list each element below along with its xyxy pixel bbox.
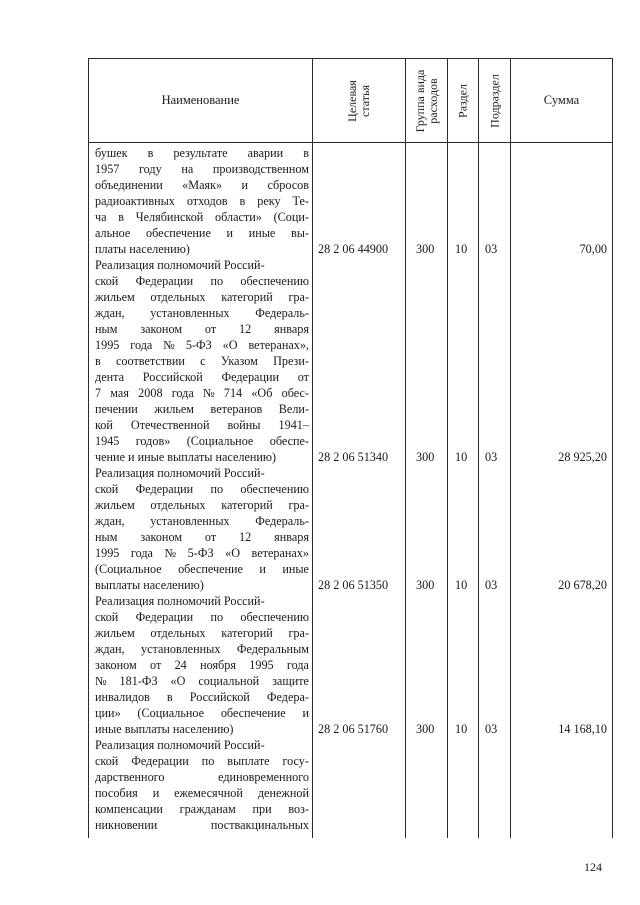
row-1-subsection: 03 <box>485 242 498 256</box>
row-3-line: Реализация полномочий Россий- <box>95 466 265 480</box>
row-4-group: 300 <box>416 722 435 736</box>
header-section <box>448 59 478 142</box>
table-row-4-name <box>95 593 309 737</box>
row-1-line: объединении «Маяк» и сбросов <box>95 178 309 192</box>
row-4-subsection: 03 <box>485 722 498 736</box>
row-3-line: ждан, установленных Федераль- <box>95 514 309 528</box>
table-right-border <box>612 58 613 838</box>
row-4-line: законом от 24 ноября 1995 года <box>95 658 309 672</box>
row-2-line: печении жильем ветеранов Вели- <box>95 402 309 416</box>
row-3-line: выплаты населению) <box>95 578 204 592</box>
row-2-line: чение и иные выплаты населению) <box>95 450 277 464</box>
header-group-line1: Группа вида <box>412 69 427 132</box>
row-1-code: 28 2 06 44900 <box>318 242 389 256</box>
row-4-line: № 181-ФЗ «О социальной защите <box>95 674 309 688</box>
header-target-line1: Целевая <box>345 79 359 122</box>
row-5-line: никновении поствакцинальных <box>95 818 309 832</box>
header-sum <box>511 59 612 142</box>
table-row-1-name <box>95 145 309 257</box>
header-subsection <box>479 59 510 142</box>
row-5-line: компенсации гражданам при воз- <box>95 802 309 816</box>
row-2-line: ской Федерации по обеспечению <box>95 274 309 288</box>
header-group-line2: расходов <box>425 77 440 124</box>
row-1-line: ча в Челябинской области» (Соци- <box>95 210 309 224</box>
row-1-line: бушек в результате аварии в <box>95 146 309 160</box>
row-2-section: 10 <box>455 450 468 464</box>
row-3-code: 28 2 06 51350 <box>318 578 389 592</box>
row-5-line: пособия и ежемесячной денежной <box>95 786 309 800</box>
row-2-line: в соответствии с Указом Прези- <box>95 354 309 368</box>
row-1-line: радиоактивных отходов в реку Те- <box>95 194 309 208</box>
table-row-3-name <box>95 465 309 593</box>
table-left-border <box>88 58 89 838</box>
header-group <box>406 59 447 142</box>
row-2-line: 1995 года № 5-ФЗ «О ветеранах», <box>95 338 309 352</box>
row-4-line: жильем отдельных категорий гра- <box>95 626 309 640</box>
row-4-line: ждан, установленных Федеральным <box>95 642 309 656</box>
row-2-line: дента Российской Федерации от <box>95 370 309 384</box>
row-4-line: инвалидов в Российской Федера- <box>95 690 309 704</box>
row-2-line: Реализация полномочий Россий- <box>95 258 265 272</box>
col-divider-name <box>312 58 313 838</box>
row-4-code: 28 2 06 51760 <box>318 722 389 736</box>
row-2-line: 1945 годов» (Социальное обеспе- <box>95 434 309 448</box>
header-name <box>89 59 312 142</box>
row-2-code: 28 2 06 51340 <box>318 450 389 464</box>
row-3-group: 300 <box>416 578 435 592</box>
row-5-line: Реализация полномочий Россий- <box>95 738 265 752</box>
col-divider-group <box>447 58 448 838</box>
row-5-line: ской Федерации по выплате госу- <box>95 754 309 768</box>
row-4-line: Реализация полномочий Россий- <box>95 594 265 608</box>
row-1-sum: 70,00 <box>579 242 607 256</box>
row-3-line: жильем отдельных категорий гра- <box>95 498 309 512</box>
row-2-line: ждан, установленных Федераль- <box>95 306 309 320</box>
row-1-line: платы населению) <box>95 242 190 256</box>
row-4-sum: 14 168,10 <box>558 722 607 736</box>
row-2-line: кой Отечественной войны 1941– <box>95 418 309 432</box>
header-subsection-label: Подраздел <box>487 73 501 128</box>
row-2-line: 7 мая 2008 года № 714 «Об обес- <box>95 386 309 400</box>
row-1-line: альное обеспечение и иные вы- <box>95 226 309 240</box>
col-divider-subsection <box>510 58 511 838</box>
row-4-line: ции» (Социальное обеспечение и <box>95 706 309 720</box>
row-2-sum: 28 925,20 <box>558 450 607 464</box>
row-2-subsection: 03 <box>485 450 498 464</box>
page-number: 124 <box>584 860 602 874</box>
row-2-group: 300 <box>416 450 435 464</box>
table-row-5-name <box>95 737 309 833</box>
row-1-line: 1957 году на производственном <box>95 162 309 176</box>
header-section-label: Раздел <box>455 83 470 118</box>
col-divider-target <box>405 58 406 838</box>
row-3-line: ным законом от 12 января <box>95 530 309 544</box>
row-4-section: 10 <box>455 722 468 736</box>
table-header-bottom-border <box>88 142 613 143</box>
col-divider-section <box>478 58 479 838</box>
table-row-2-name <box>95 257 309 465</box>
row-2-line: ным законом от 12 января <box>95 322 309 336</box>
row-3-sum: 20 678,20 <box>558 578 607 592</box>
row-4-line: иные выплаты населению) <box>95 722 234 736</box>
row-3-line: ской Федерации по обеспечению <box>95 482 309 496</box>
row-3-line: (Социальное обеспечение и иные <box>95 562 309 576</box>
header-sum-label: Сумма <box>543 93 580 107</box>
header-target-line2: статья <box>358 84 372 117</box>
row-3-section: 10 <box>455 578 468 592</box>
header-target <box>313 59 405 142</box>
row-2-line: жильем отдельных категорий гра- <box>95 290 309 304</box>
row-3-line: 1995 года № 5-ФЗ «О ветеранах» <box>95 546 309 560</box>
row-1-group: 300 <box>416 242 435 256</box>
header-name-label: Наименование <box>161 93 240 107</box>
row-4-line: ской Федерации по обеспечению <box>95 610 309 624</box>
row-1-section: 10 <box>455 242 468 256</box>
row-5-line: дарственного единовременного <box>95 770 309 784</box>
row-3-subsection: 03 <box>485 578 498 592</box>
